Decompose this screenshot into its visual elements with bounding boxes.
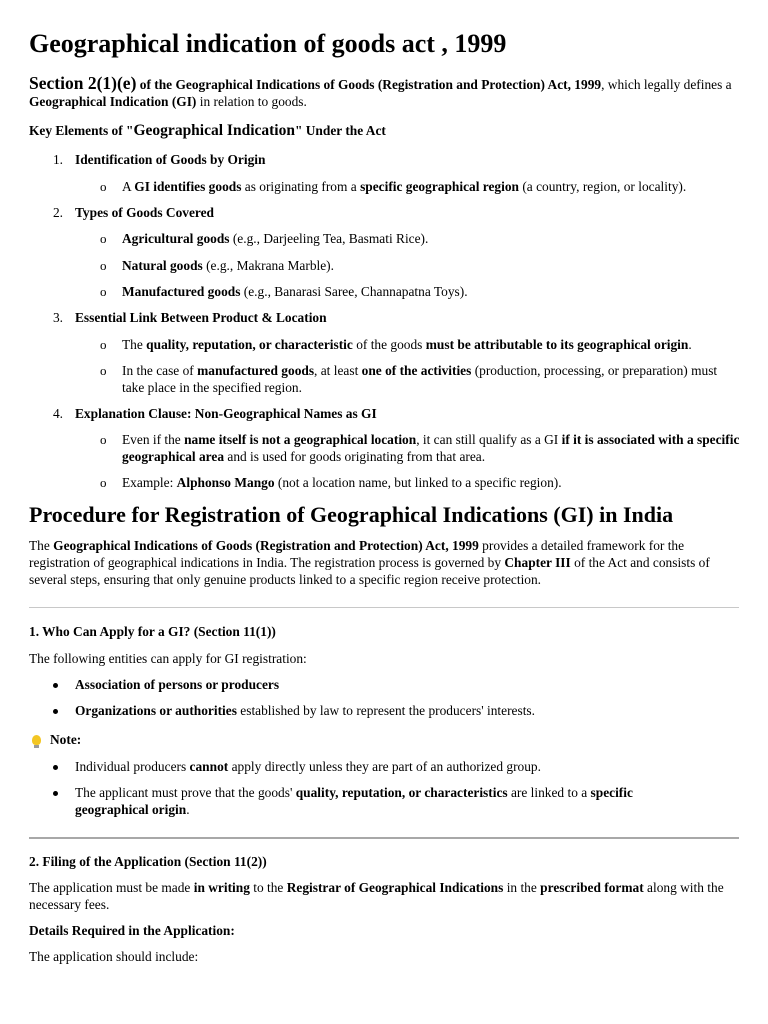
list-item-heading: Types of Goods Covered [75, 205, 214, 220]
list-item: The applicant must prove that the goods' quality, reputation, or characteristics are linked to a specific geographical origin. [75, 785, 633, 817]
page-title: Geographical indication of goods act , 1999 [29, 29, 507, 58]
list-subitem: Natural goods (e.g., Makrana Marble). [122, 258, 334, 273]
divider [29, 607, 739, 608]
list-item-heading: Identification of Goods by Origin [75, 152, 266, 167]
details-label: Details Required in the Application: [29, 923, 235, 938]
section-label: Section 2(1)(e) [29, 73, 137, 93]
list-subitem: Manufactured goods (e.g., Banarasi Saree, Channapatna Toys). [122, 284, 468, 299]
list-subitem: Example: Alphonso Mango (not a location name, but linked to a specific region). [122, 475, 562, 490]
circle-bullet-icon: o [100, 179, 107, 194]
list-subitem: Even if the name itself is not a geographical location, it can still qualify as a GI if it is associated with a specific geographical area and is used for goods originating from that area. [122, 432, 740, 464]
list-subitem: Agricultural goods (e.g., Darjeeling Tea, Basmati Rice). [122, 231, 429, 246]
divider [29, 837, 739, 839]
procedure-paragraph: The Geographical Indications of Goods (Registration and Protection) Act, 1999 provides a detailed framework for the registration of geographical indications in India. The registration process is governed by Chapter III of the Act and consists of several steps, ensuring that only genuine products linked to a specific region receive protection. [29, 538, 710, 587]
list-item: Organizations or authorities established by law to represent the producers' interests. [75, 703, 535, 718]
lightbulb-icon [32, 735, 41, 745]
circle-bullet-icon: o [100, 231, 107, 246]
list-item-heading: Essential Link Between Product & Location [75, 310, 327, 325]
circle-bullet-icon: o [100, 475, 107, 490]
bullet-icon [53, 791, 58, 796]
circle-bullet-icon: o [100, 432, 107, 447]
who-intro: The following entities can apply for GI registration: [29, 651, 307, 666]
circle-bullet-icon: o [100, 258, 107, 273]
list-number: 4. [52, 406, 63, 421]
key-elements-heading: Key Elements of "Geographical Indication" Under the Act [29, 122, 386, 139]
bullet-icon [53, 765, 58, 770]
filing-paragraph: The application must be made in writing to the Registrar of Geographical Indications in the prescribed format along with the necessary fees. [29, 880, 724, 912]
note-label: Note: [32, 731, 81, 748]
list-subitem: In the case of manufactured goods, at least one of the activities (production, processing, or preparation) must take place in the specified region. [122, 363, 718, 395]
list-item-heading: Explanation Clause: Non-Geographical Names as GI [75, 406, 377, 421]
intro-paragraph: Section 2(1)(e) of the Geographical Indications of Goods (Registration and Protection) Act, 1999, which legally defines a Geographical Indication (GI) in relation to goods. [29, 73, 732, 109]
bullet-icon [53, 683, 58, 688]
list-item: Individual producers cannot apply directly unless they are part of an authorized group. [75, 759, 541, 774]
list-number: 2. [52, 205, 63, 220]
list-subitem: The quality, reputation, or characteristic of the goods must be attributable to its geographical origin. [122, 337, 692, 352]
should-include-text: The application should include: [29, 949, 199, 964]
list-number: 1. [52, 152, 63, 167]
procedure-heading: Procedure for Registration of Geographical Indications (GI) in India [29, 502, 674, 527]
list-subitem: A GI identifies goods as originating from a specific geographical region (a country, region, or locality). [122, 179, 687, 194]
bullet-icon [53, 709, 58, 714]
circle-bullet-icon: o [100, 363, 107, 378]
who-heading: 1. Who Can Apply for a GI? (Section 11(1)) [29, 624, 276, 639]
list-item: Association of persons or producers [75, 677, 280, 692]
list-number: 3. [52, 310, 63, 325]
circle-bullet-icon: o [100, 284, 107, 299]
filing-heading: 2. Filing of the Application (Section 11(2)) [29, 854, 267, 869]
circle-bullet-icon: o [100, 337, 107, 352]
